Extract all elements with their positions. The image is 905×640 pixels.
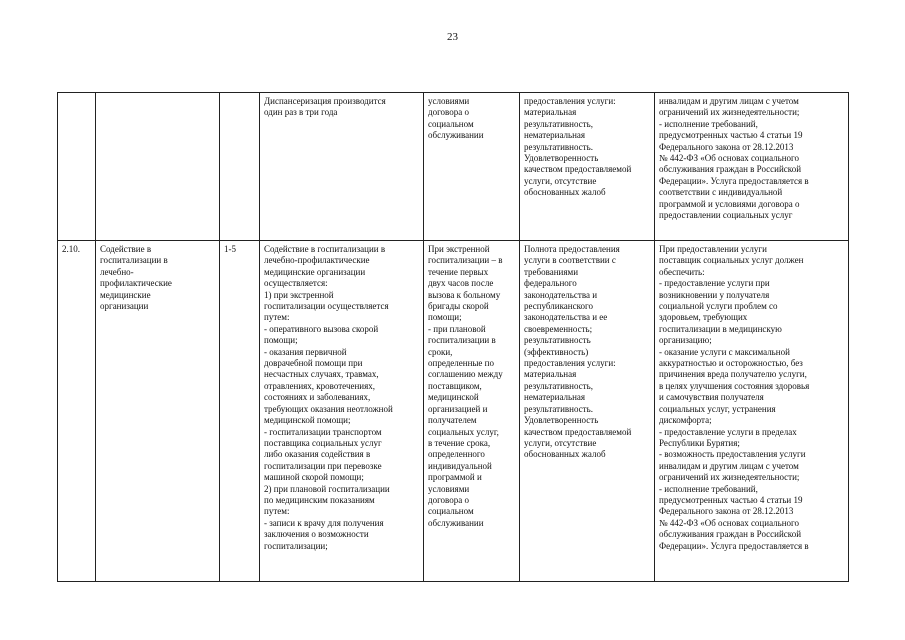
cell-text-line: - госпитализации транспортом [264, 426, 382, 437]
table-row [58, 93, 849, 241]
term-cell [220, 93, 260, 241]
cell-text-line: условиями [428, 96, 470, 106]
cell-text-line: - оказания первичной [264, 346, 347, 357]
cell-text-line: организацией и [428, 403, 488, 414]
cell-text-line: результативность. [524, 141, 593, 152]
cell-text-line: один раз в три года [264, 107, 338, 118]
cell-text-line: предоставления услуги: [524, 358, 616, 369]
cell-text-line: качеством предоставляемой [524, 426, 632, 437]
cell-text-line: путем: [264, 312, 290, 323]
term-cell: 1-5 [220, 241, 260, 582]
cell-text-line: федерального [524, 278, 577, 289]
cell-text-line: обслуживании [428, 517, 484, 528]
cell-text-line: медицинской помощи; [264, 415, 351, 426]
cell-text-line: Удовлетворенность [524, 153, 599, 164]
cell-text-line: доврачебной помощи при [264, 358, 363, 369]
conditions-cell [424, 93, 520, 241]
cell-text-line: результативность, [524, 118, 593, 129]
cell-text-line: - исполнение требований, [659, 118, 758, 129]
cell-text-line: - записи к врачу для получения [264, 517, 384, 528]
cell-text-line: обеспечить: [659, 266, 705, 277]
cell-text-line: ограничений их жизнедеятельности; [659, 472, 800, 483]
cell-text-line: профилактические [100, 278, 172, 289]
cell-text-line: материальная [524, 107, 577, 118]
cell-text-line: предоставлении социальных услуг [659, 210, 793, 221]
cell-text-line: законодательства и ее [524, 312, 608, 323]
cell-text-line: лечебно-профилактические [264, 255, 370, 266]
cell-text-line: госпитализации при перевозке [264, 460, 382, 471]
cell-text-line: определенные по [428, 358, 494, 369]
cell-text-line: Федерации». Услуга предоставляется в [659, 175, 809, 186]
cell-text-line: Диспансеризация производится [264, 96, 386, 106]
cell-text-line: Федерального закона от 28.12.2013 [659, 141, 794, 152]
cell-text-line: - исполнение требований, [659, 483, 758, 494]
cell-text-line: организацию; [659, 335, 712, 346]
cell-text-line: социальной услуги проблем со [659, 301, 778, 312]
cell-text-line: по медицинским показаниям [264, 494, 375, 505]
cell-text-line: соглашению между [428, 369, 503, 380]
cell-text-line: госпитализации – в [428, 255, 503, 266]
cell-text-line: - оказание услуги с максимальной [659, 346, 790, 357]
cell-text-line: предоставления услуги: [524, 96, 616, 106]
cell-text-line: Федерального закона от 28.12.2013 [659, 506, 794, 517]
cell-text-line: - предоставление услуги при [659, 278, 770, 289]
cell-text-line: 2) при плановой госпитализации [264, 483, 390, 494]
cell-text-line: - предоставление услуги в пределах [659, 426, 797, 437]
cell-text-line: договора о [428, 107, 469, 118]
cell-text-line: обслуживания граждан в Российской [659, 529, 802, 540]
cell-text-line: своевременность; [524, 323, 593, 334]
services-table [57, 92, 849, 582]
cell-text-line: медицинской [428, 392, 479, 403]
cell-text-line: республиканского [524, 301, 593, 312]
cell-text-line: 1) при экстренной [264, 289, 334, 300]
cell-text-line: возникновении у получателя [659, 289, 770, 300]
cell-text-line: лечебно- [100, 266, 134, 277]
cell-text-line: индивидуальной [428, 460, 492, 471]
cell-text-line: законодательства и [524, 289, 598, 300]
cell-text-line: Полнота предоставления [524, 244, 620, 254]
cell-text-line: осуществляется: [264, 278, 328, 289]
cell-text-line: Содействие в госпитализации в [264, 244, 386, 254]
cell-text-line: течение первых [428, 266, 489, 277]
cell-text-line: - возможность предоставления услуги [659, 449, 806, 460]
cell-text-line: программой и [428, 472, 482, 483]
cell-text-line: результативность, [524, 380, 593, 391]
cell-text-line: дискомфорта; [659, 415, 712, 426]
cell-text-line: социальных услуг, [428, 426, 499, 437]
cell-text-line: социальном [428, 506, 474, 517]
cell-text-line: ограничений их жизнедеятельности; [659, 107, 800, 118]
cell-text-line: медицинские [100, 289, 151, 300]
cell-text-line: программой и условиями договора о [659, 198, 800, 209]
cell-text-line: обслуживании [428, 130, 484, 141]
cell-text-line: договора о [428, 494, 469, 505]
cell-text-line: Федерации». Услуга предоставляется в [659, 540, 809, 551]
cell-text-line: результативность. [524, 403, 593, 414]
cell-text-line: заключения о возможности [264, 529, 369, 540]
cell-text-line: нематериальная [524, 392, 586, 403]
conditions-cell [424, 241, 520, 582]
cell-text-line: и самочувствия получателя [659, 392, 764, 403]
cell-text-line: поставщик социальных услуг должен [659, 255, 804, 266]
cell-text-line: состояниях и заболеваниях, [264, 392, 371, 403]
indicators-cell [520, 93, 655, 241]
cell-text-line: условиями [428, 483, 470, 494]
cell-text-line: При экстренной [428, 244, 490, 254]
cell-text-line: причинения вреда получателю услуги, [659, 369, 807, 380]
cell-text-line: бригады скорой [428, 301, 489, 312]
cell-text-line: получателем [428, 415, 477, 426]
cell-text-line: медицинские организации [264, 266, 366, 277]
cell-text-line: в течение срока, [428, 437, 491, 448]
cell-text-line: социальном [428, 118, 474, 129]
cell-text-line: качеством предоставляемой [524, 164, 632, 175]
cell-text-line: услуги, отсутствие [524, 175, 597, 186]
cell-text-line: соответствии с индивидуальной [659, 187, 783, 198]
table-row [58, 241, 849, 582]
cell-text-line: предусмотренных частью 4 статьи 19 [659, 494, 803, 505]
row-number [58, 93, 96, 241]
requirements-cell [655, 241, 849, 582]
cell-text-line: здоровьем, требующих [659, 312, 748, 323]
cell-text-line: - при плановой [428, 323, 486, 334]
cell-text-line: услуги, отсутствие [524, 437, 597, 448]
cell-text-line: госпитализации; [264, 540, 328, 551]
cell-text-line: услуги в соответствии с [524, 255, 616, 266]
cell-text-line: отравлениях, кровотечениях, [264, 380, 375, 391]
cell-text-line: требующих оказания неотложной [264, 403, 393, 414]
cell-text-line: либо оказания содействия в [264, 449, 371, 460]
service-name-cell [96, 93, 220, 241]
cell-text-line: - оперативного вызова скорой [264, 323, 379, 334]
cell-text-line: организации [100, 301, 149, 312]
cell-text-line: обоснованных жалоб [524, 187, 606, 198]
cell-text-line: госпитализации в медицинскую [659, 323, 782, 334]
cell-text-line: двух часов после [428, 278, 494, 289]
cell-text-line: несчастных случаях, травмах, [264, 369, 379, 380]
cell-text-line: аккуратностью и осторожностью, без [659, 358, 803, 369]
cell-text-line: (эффективность) [524, 346, 589, 357]
indicators-cell [520, 241, 655, 582]
cell-text-line: инвалидам и другим лицам с учетом [659, 460, 799, 471]
cell-text-line: Удовлетворенность [524, 415, 599, 426]
cell-text-line: поставщика социальных услуг [264, 437, 382, 448]
cell-text-line: вызова к больному [428, 289, 501, 300]
cell-text-line: в целях улучшения состояния здоровья [659, 380, 810, 391]
cell-text-line: поставщиком, [428, 380, 482, 391]
cell-text-line: сроки, [428, 346, 453, 357]
requirements-cell [655, 93, 849, 241]
cell-text-line: обслуживания граждан в Российской [659, 164, 802, 175]
procedure-cell [260, 93, 424, 241]
cell-text-line: № 442-ФЗ «Об основах социального [659, 517, 800, 528]
cell-text-line: определенного [428, 449, 485, 460]
cell-text-line: обоснованных жалоб [524, 449, 606, 460]
cell-text-line: госпитализации в [428, 335, 496, 346]
cell-text-line: Республики Бурятия; [659, 437, 740, 448]
cell-text-line: результативность [524, 335, 591, 346]
service-name-cell [96, 241, 220, 582]
cell-text-line: путем: [264, 506, 290, 517]
cell-text-line: машиной скорой помощи; [264, 472, 364, 483]
cell-text-line: социальных услуг, устранения [659, 403, 776, 414]
cell-text-line: материальная [524, 369, 577, 380]
row-number: 2.10. [58, 241, 96, 582]
cell-text-line: помощи; [428, 312, 462, 323]
page-number: 23 [447, 31, 458, 43]
cell-text-line: инвалидам и другим лицам с учетом [659, 96, 799, 106]
cell-text-line: предусмотренных частью 4 статьи 19 [659, 130, 803, 141]
cell-text-line: При предоставлении услуги [659, 244, 767, 254]
cell-text-line: № 442-ФЗ «Об основах социального [659, 153, 800, 164]
procedure-cell [260, 241, 424, 582]
cell-text-line: требованиями [524, 266, 579, 277]
cell-text-line: госпитализации в [100, 255, 168, 266]
cell-text-line: госпитализации осуществляется [264, 301, 389, 312]
cell-text-line: нематериальная [524, 130, 586, 141]
cell-text-line: Содействие в [100, 244, 152, 254]
cell-text-line: помощи; [264, 335, 298, 346]
